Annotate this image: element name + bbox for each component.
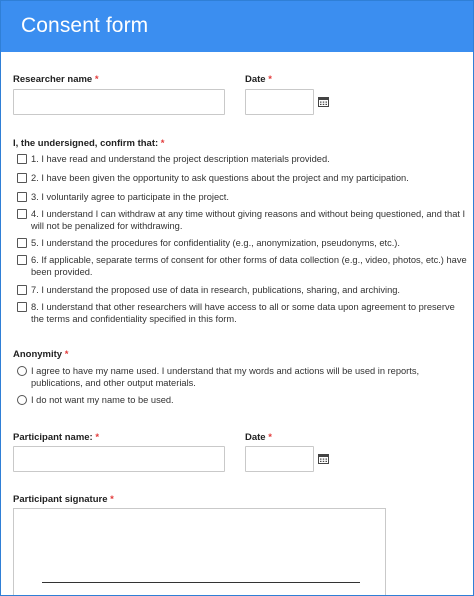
confirm-item-2[interactable] (17, 172, 467, 184)
checkbox[interactable] (17, 255, 27, 265)
confirm-item-label: 5. I understand the procedures for confidentiality (e.g., anonymization, pseudonyms, etc.). (31, 238, 400, 248)
participant-name-label (13, 432, 99, 443)
form-title: Consent form (21, 14, 149, 37)
radio-button[interactable] (17, 395, 27, 405)
confirm-item-8[interactable] (17, 301, 467, 325)
required-mark: * (160, 138, 165, 149)
participant-name-label-text: Participant name: (13, 432, 93, 443)
confirm-item-6[interactable] (17, 254, 467, 278)
confirm-item-label: 1. I have read and understand the project description materials provided. (31, 154, 330, 164)
checkbox[interactable] (17, 238, 27, 248)
calendar-icon[interactable] (318, 453, 329, 464)
anonymity-option-label: I do not want my name to be used. (31, 395, 174, 405)
researcher-name-label (13, 74, 99, 85)
checkbox[interactable] (17, 192, 27, 202)
confirm-item-label: 6. If applicable, separate terms of consent for other forms of data collection (e.g., video, photos, etc.) have been provided. (31, 255, 467, 277)
checkbox[interactable] (17, 285, 27, 295)
confirm-section-title (13, 138, 165, 149)
radio-button[interactable] (17, 366, 27, 376)
required-mark: * (110, 494, 114, 505)
required-mark: * (95, 432, 100, 443)
checkbox[interactable] (17, 173, 27, 183)
participant-date-label-text: Date (245, 432, 266, 443)
anonymity-option-no-name[interactable] (17, 394, 467, 406)
anonymity-title-text: Anonymity (13, 349, 63, 360)
researcher-name-label-text: Researcher name (13, 74, 93, 85)
checkbox[interactable] (17, 209, 27, 219)
researcher-date-label-text: Date (245, 74, 266, 85)
confirm-item-5[interactable] (17, 237, 467, 249)
required-mark: * (94, 74, 99, 85)
confirm-item-3[interactable] (17, 191, 467, 203)
calendar-icon[interactable] (318, 96, 329, 107)
required-mark: * (268, 74, 272, 85)
participant-date-input[interactable] (245, 446, 314, 472)
participant-name-input[interactable] (13, 446, 225, 472)
checkbox[interactable] (17, 154, 27, 164)
confirm-item-label: 2. I have been given the opportunity to ask questions about the project and my participation. (31, 173, 409, 183)
confirm-item-label: 4. I understand I can withdraw at any time without giving reasons and without being questioned, and that I will not be penalized for withdrawing. (31, 209, 466, 231)
form-header (1, 1, 473, 52)
participant-signature-label (13, 494, 114, 505)
confirm-item-1[interactable] (17, 153, 467, 165)
researcher-name-input[interactable] (13, 89, 225, 115)
researcher-date-label (245, 74, 272, 85)
signature-line (42, 582, 360, 583)
confirm-title-text: I, the undersigned, confirm that: (13, 138, 159, 149)
required-mark: * (64, 349, 69, 360)
signature-pad[interactable] (13, 508, 386, 596)
confirm-item-7[interactable] (17, 284, 467, 296)
confirm-item-label: 3. I voluntarily agree to participate in the project. (31, 192, 229, 202)
anonymity-option-label: I agree to have my name used. I understand that my words and actions will be used in reports, publications, and other output materials. (31, 366, 420, 388)
checkbox[interactable] (17, 302, 27, 312)
confirm-item-4[interactable] (17, 208, 467, 232)
required-mark: * (268, 432, 272, 443)
confirm-item-label: 8. I understand that other researchers will have access to all or some data upon agreement to preserve the terms and confidentiality specified in this form. (31, 302, 455, 324)
confirm-item-label: 7. I understand the proposed use of data in research, publications, sharing, and archiving. (31, 285, 401, 295)
signature-label-text: Participant signature (13, 494, 108, 505)
researcher-date-input[interactable] (245, 89, 314, 115)
anonymity-label (13, 349, 68, 360)
anonymity-option-use-name[interactable] (17, 365, 467, 389)
participant-date-label (245, 432, 272, 443)
